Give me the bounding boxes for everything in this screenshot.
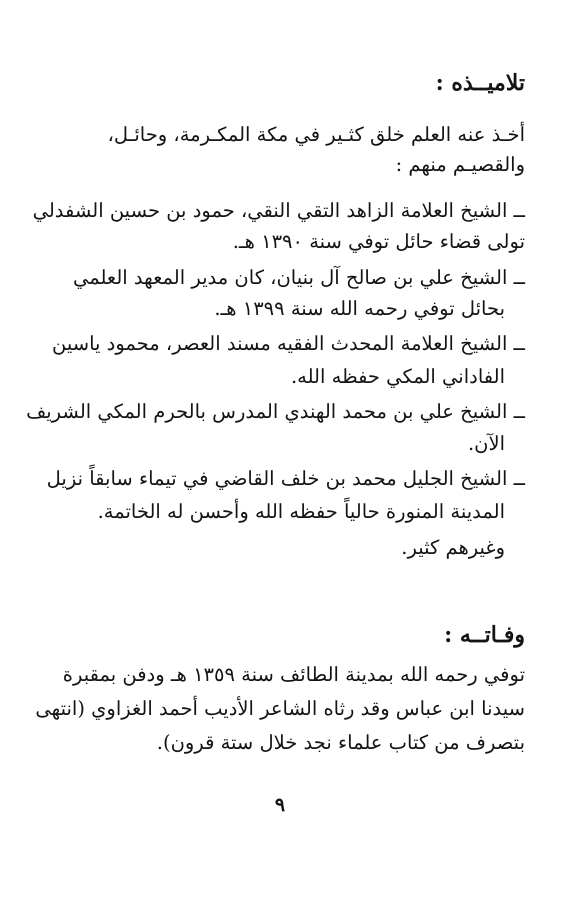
death-heading: وفـاتــه : xyxy=(444,622,525,648)
student-5-line-2: المدينة المنورة حالياً حفظه الله وأحسن له الخاتمة. xyxy=(97,500,505,523)
death-line-3: بتصرف من كتاب علماء نجد خلال ستة قرون). xyxy=(156,731,525,754)
page-number: ٩ xyxy=(274,794,286,816)
student-2-line-1: ــ الشيخ علي بن صالح آل بنيان، كان مدير المعهد العلمي xyxy=(72,266,525,289)
student-4-line-1: ــ الشيخ علي بن محمد الهندي المدرس بالحرم المكي الشريف xyxy=(26,400,525,423)
students-intro-line-1: أخـذ عنه العلم خلق كثـير في مكة المكـرمة، وحائـل، xyxy=(107,123,525,146)
student-2-line-2: بحائل توفي رحمه الله سنة ١٣٩٩ هـ. xyxy=(214,297,505,320)
students-intro-line-2: والقصيـم منهم : xyxy=(395,153,525,176)
student-3-line-2: الفاداني المكي حفظه الله. xyxy=(290,365,505,388)
student-3-line-1: ــ الشيخ العلامة المحدث الفقيه مسند العصر، محمود ياسين xyxy=(52,332,525,355)
students-heading: تلاميــذه : xyxy=(435,70,525,96)
death-line-1: توفي رحمه الله بمدينة الطائف سنة ١٣٥٩ هـ ودفن بمقبرة xyxy=(62,663,525,686)
student-1-line-1: ــ الشيخ العلامة الزاهد التقي النقي، حمود بن حسين الشفدلي xyxy=(32,199,525,222)
students-closing: وغيرهم كثير. xyxy=(401,536,505,559)
student-1-line-2: تولى قضاء حائل توفي سنة ١٣٩٠ هـ. xyxy=(232,230,525,253)
student-4-line-2: الآن. xyxy=(467,432,505,455)
student-5-line-1: ــ الشيخ الجليل محمد بن خلف القاضي في تيماء سابقاً نزيل xyxy=(46,467,525,490)
death-line-2: سيدنا ابن عباس وقد رثاه الشاعر الأديب أحمد الغزاوي (انتهى xyxy=(35,697,525,720)
